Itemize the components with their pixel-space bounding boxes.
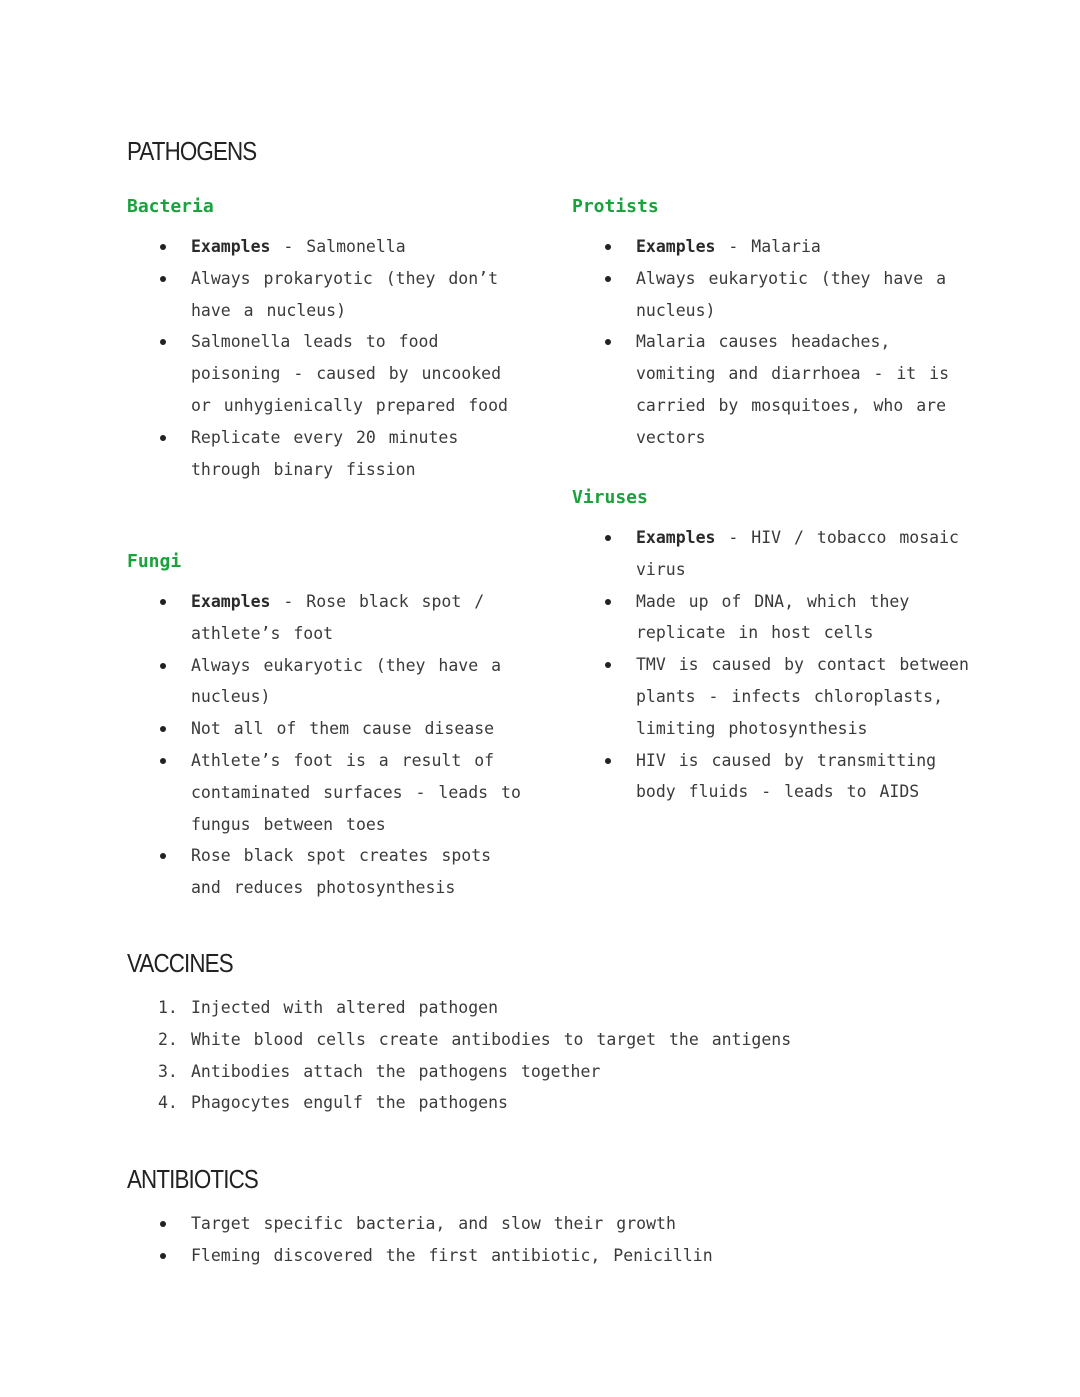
step-number: 1. — [158, 998, 178, 1017]
list-item — [127, 1056, 1027, 1088]
item-text: Salmonella leads to food poisoning - caused by uncooked or unhygienically prepared food — [191, 332, 508, 415]
step-text: Antibodies attach the pathogens together — [191, 1061, 601, 1081]
list-item — [572, 745, 972, 809]
step-number: 3. — [158, 1061, 178, 1081]
list-item — [127, 1024, 1027, 1056]
examples-label: Examples — [636, 528, 716, 547]
item-text: - HIV / tobacco mosaic virus — [636, 528, 959, 579]
item-text: TMV is caused by contact between plants - infects chloroplasts, limiting photosynthesis — [636, 655, 969, 738]
vaccines-heading: VACCINES — [127, 948, 233, 978]
list-item — [572, 231, 972, 263]
bullet-icon — [160, 244, 166, 250]
viruses-list — [572, 522, 972, 808]
list-item — [572, 263, 972, 327]
list-item — [127, 586, 527, 650]
antibiotics-list — [127, 1208, 1027, 1272]
item-text: - Salmonella — [270, 237, 406, 256]
examples-label: Examples — [191, 592, 271, 611]
list-item — [127, 231, 527, 263]
bullet-icon — [605, 535, 611, 541]
bacteria-heading: Bacteria — [127, 196, 214, 217]
list-item — [572, 586, 972, 650]
bullet-icon — [160, 663, 166, 669]
bullet-icon — [160, 339, 166, 345]
item-text: Fleming discovered the first antibiotic, Penicillin — [191, 1245, 713, 1265]
list-item — [127, 992, 1027, 1024]
list-item — [127, 1208, 1027, 1240]
step-number: 4. — [158, 1093, 178, 1113]
list-item — [127, 326, 527, 421]
step-text: White blood cells create antibodies to target the antigens — [191, 1029, 792, 1049]
protists-heading: Protists — [572, 196, 659, 217]
bullet-icon — [160, 599, 166, 605]
step-number: 2. — [158, 1029, 178, 1049]
protists-list — [572, 231, 972, 454]
item-text: Always prokaryotic (they don’t have a nucleus) — [191, 268, 499, 320]
list-item — [572, 326, 972, 453]
list-item — [127, 650, 527, 714]
step-text: Phagocytes engulf the pathogens — [191, 1093, 508, 1113]
item-text: Malaria causes headaches, vomiting and diarrhoea - it is carried by mosquitoes, who are vectors — [636, 332, 950, 447]
item-text: Made up of DNA, which they replicate in host cells — [636, 591, 910, 643]
antibiotics-heading: ANTIBIOTICS — [127, 1164, 258, 1194]
list-item — [127, 1240, 1027, 1272]
bullet-icon — [605, 758, 611, 764]
list-item — [127, 422, 527, 486]
list-item — [127, 713, 527, 745]
item-text: - Malaria — [715, 237, 821, 256]
bullet-icon — [605, 599, 611, 605]
bullet-icon — [605, 276, 611, 282]
item-text: - Rose black spot / athlete’s foot — [191, 592, 485, 643]
item-text: Always eukaryotic (they have a nucleus) — [191, 655, 502, 707]
bullet-icon — [605, 244, 611, 250]
bullet-icon — [160, 726, 166, 732]
bullet-icon — [605, 339, 611, 345]
item-text: Replicate every 20 minutes through binary fission — [191, 427, 459, 479]
step-text: Injected with altered pathogen — [191, 998, 499, 1017]
examples-label: Examples — [191, 237, 271, 256]
item-text: Rose black spot creates spots and reduces photosynthesis — [191, 846, 492, 898]
list-item — [572, 522, 972, 586]
bullet-icon — [160, 276, 166, 282]
fungi-list — [127, 586, 527, 904]
list-item — [127, 745, 527, 840]
bullet-icon — [160, 758, 166, 764]
list-item — [572, 649, 972, 744]
item-text: Always eukaryotic (they have a nucleus) — [636, 268, 947, 320]
item-text: Athlete’s foot is a result of contaminated surfaces - leads to fungus between toes — [191, 750, 521, 834]
list-item — [127, 263, 527, 327]
bullet-icon — [160, 853, 166, 859]
vaccines-steps — [127, 992, 1027, 1119]
item-text: Not all of them cause disease — [191, 719, 495, 739]
pathogens-heading: PATHOGENS — [127, 136, 257, 166]
item-text: HIV is caused by transmitting body fluids - leads to AIDS — [636, 750, 937, 802]
bullet-icon — [160, 435, 166, 441]
list-item — [127, 840, 527, 904]
fungi-heading: Fungi — [127, 551, 182, 572]
bullet-icon — [160, 1253, 166, 1259]
bullet-icon — [605, 662, 611, 668]
examples-label: Examples — [636, 237, 716, 256]
item-text: Target specific bacteria, and slow their growth — [191, 1214, 676, 1233]
list-item — [127, 1087, 1027, 1119]
viruses-heading: Viruses — [572, 487, 648, 508]
bullet-icon — [160, 1221, 166, 1227]
bacteria-list — [127, 231, 527, 485]
